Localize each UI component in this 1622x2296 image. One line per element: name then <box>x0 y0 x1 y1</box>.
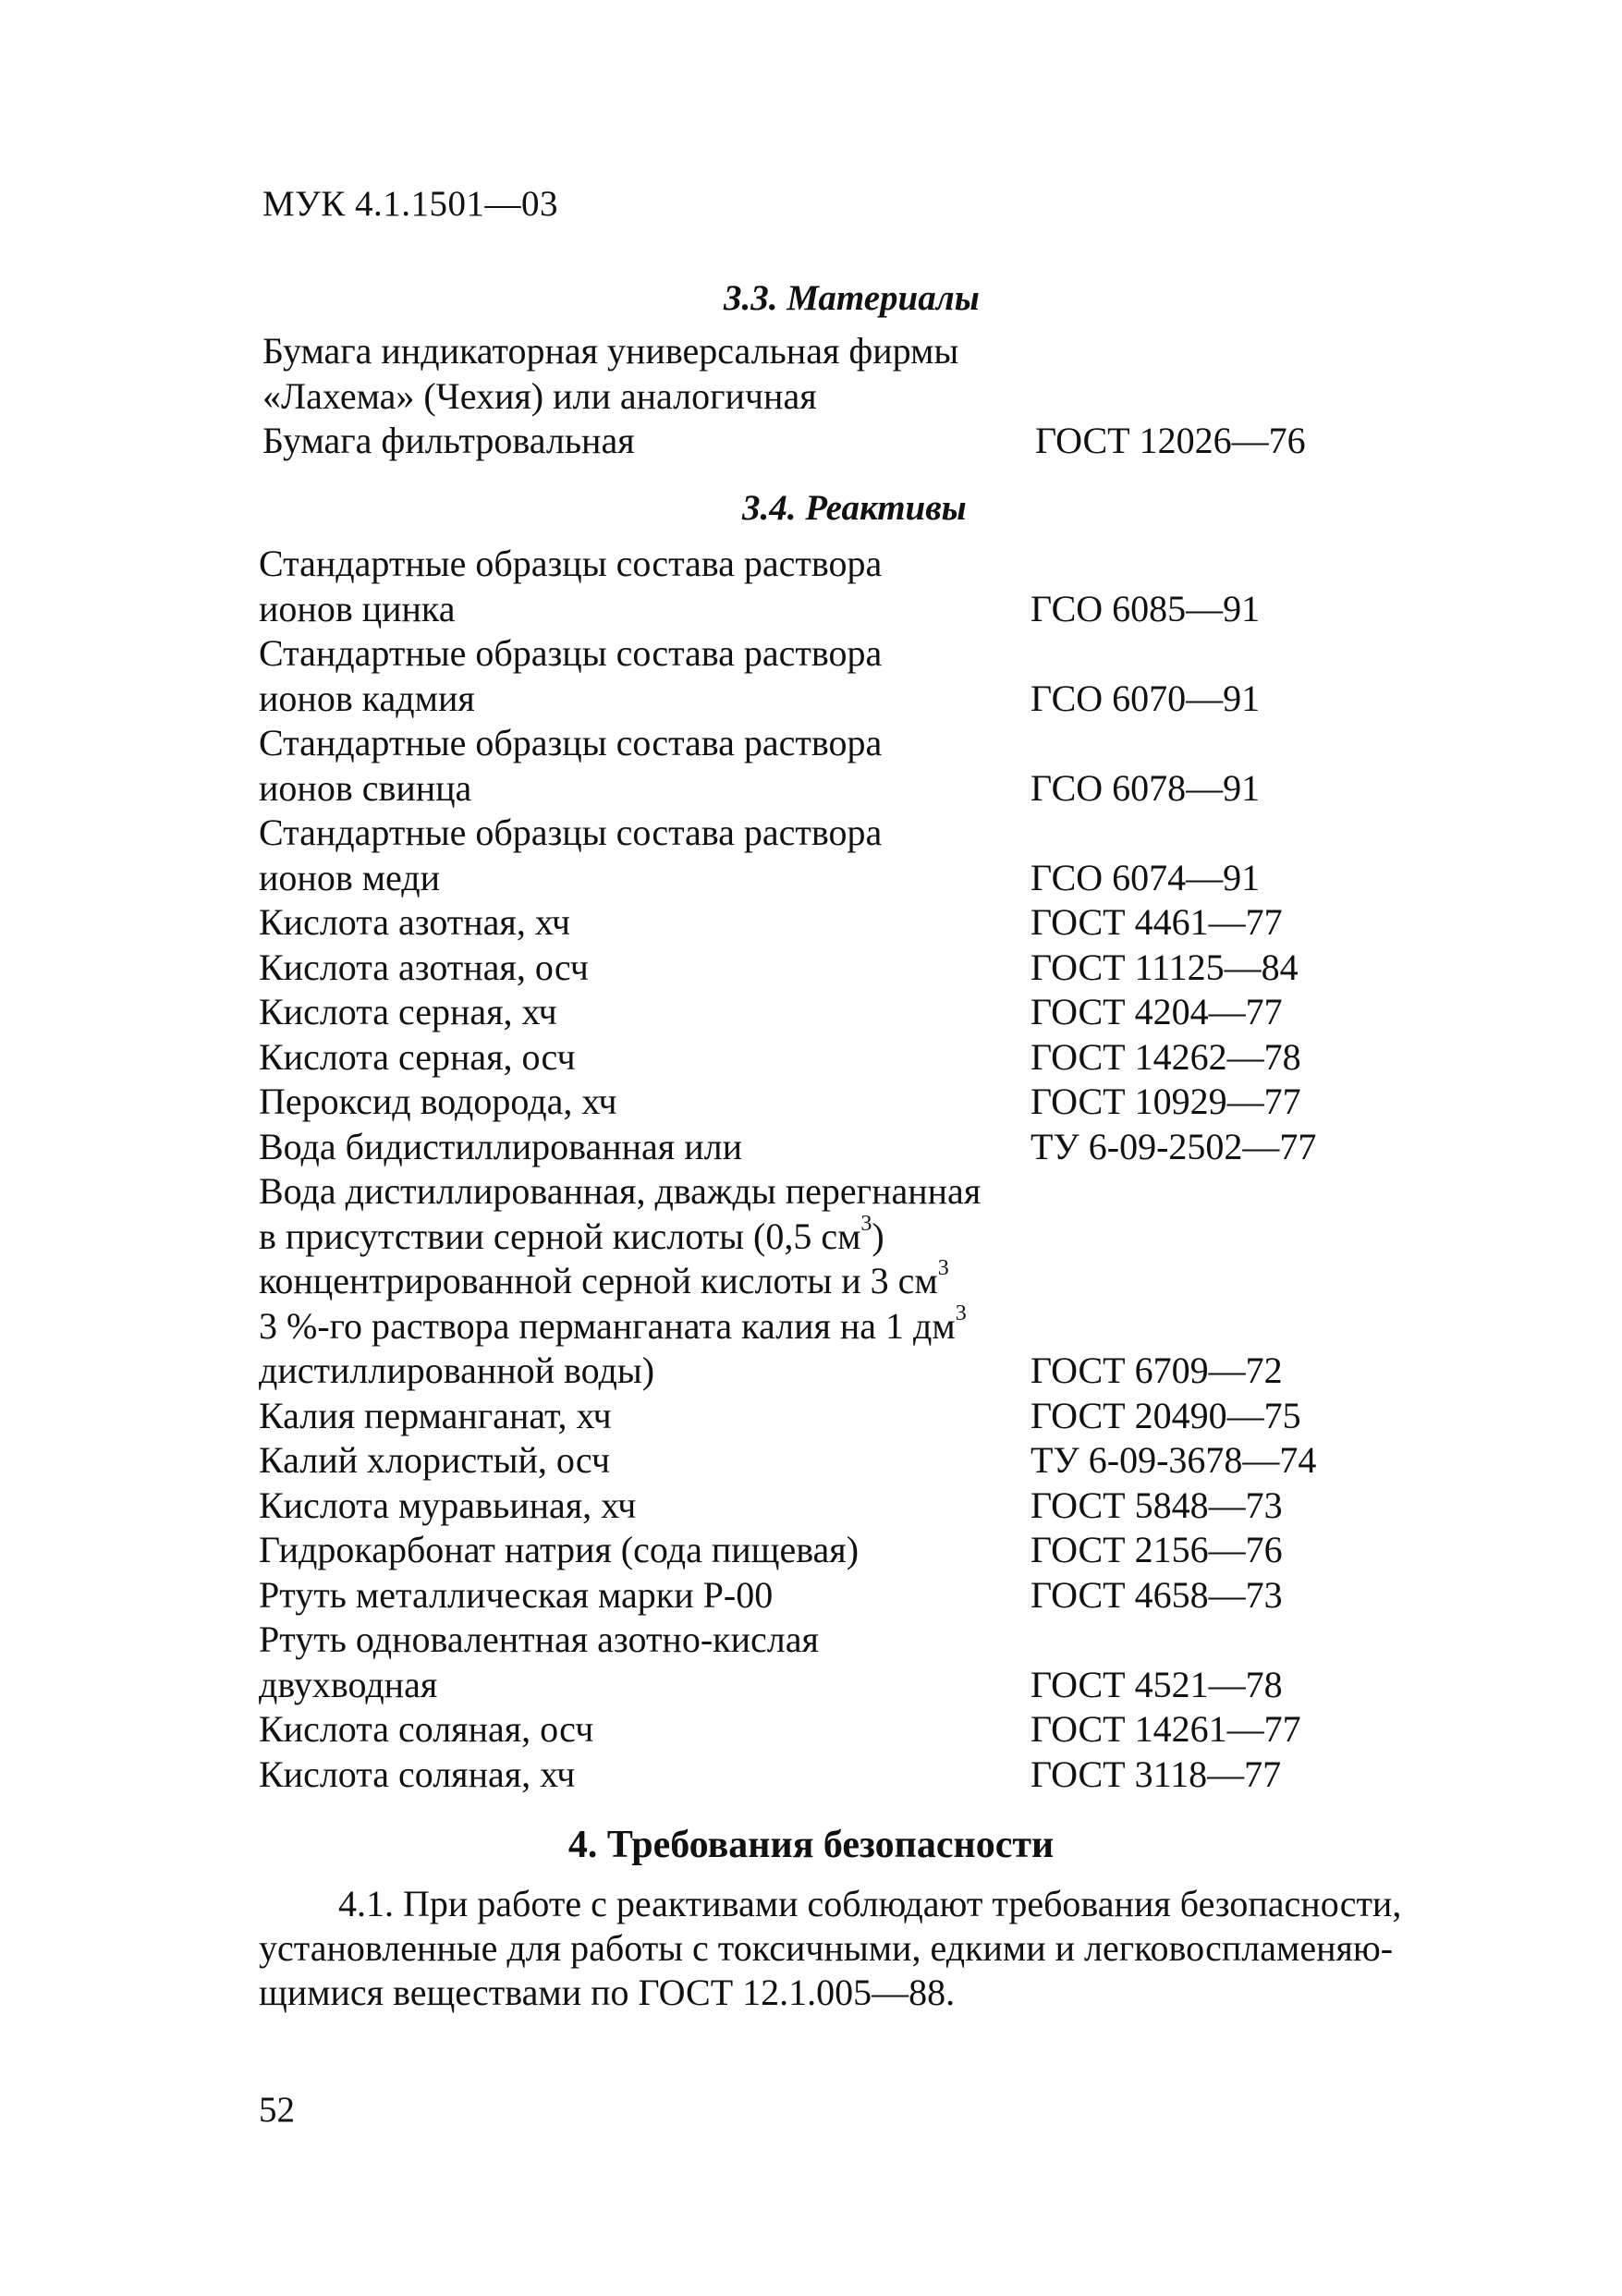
row-standard-code: ГОСТ 5848—73 <box>1031 1484 1283 1526</box>
row-label-text: «Лахема» (Чехия) или аналогичная <box>262 374 817 417</box>
row-label <box>259 1125 742 1167</box>
row-label-text: Вода бидистиллированная или <box>259 1125 742 1167</box>
row-label <box>259 1753 576 1795</box>
row-standard-code: ГОСТ 3118—77 <box>1031 1753 1282 1795</box>
row-standard-code: ГСО 6078—91 <box>1031 766 1261 809</box>
row-standard-code: ГОСТ 10929—77 <box>1031 1081 1301 1122</box>
row-standard-code: ГОСТ 20490—75 <box>1031 1394 1301 1436</box>
reagents-heading: 3.4. Реактивы <box>742 488 967 528</box>
row-label-text: двухводная <box>259 1663 438 1705</box>
row-label <box>259 1484 637 1526</box>
row-label-text: Вода дистиллированная, дважды перегнанная <box>259 1170 982 1212</box>
row-label-text: Стандартные образцы состава раствора <box>259 722 883 763</box>
row-label-text: Калий хлористый, осч <box>259 1439 610 1481</box>
row-label <box>259 1618 819 1660</box>
row-label-text: Кислота серная, хч <box>259 991 557 1032</box>
row-label <box>259 677 475 719</box>
row-label-text: Кислота соляная, осч <box>259 1708 594 1750</box>
row-standard-code: ГОСТ 4521—78 <box>1031 1663 1283 1705</box>
row-label-text: концентрированной серной кислоты и 3 см <box>259 1260 938 1301</box>
row-label-text: ионов цинка <box>259 587 456 629</box>
row-standard-code: ГСО 6074—91 <box>1031 856 1261 898</box>
row-label-text: Бумага фильтровальная <box>262 420 635 461</box>
row-label <box>259 1439 610 1481</box>
row-label-text: Ртуть металлическая марки Р-00 <box>259 1573 774 1616</box>
row-standard-code: ГОСТ 14261—77 <box>1031 1708 1301 1750</box>
row-superscript: 3 <box>860 1211 872 1236</box>
row-label <box>259 991 557 1032</box>
paragraph-line: щимися веществами по ГОСТ 12.1.005—88. <box>259 1972 956 2013</box>
row-label-text: Кислота соляная, хч <box>259 1753 576 1795</box>
row-label-text: Кислота азотная, осч <box>259 946 589 988</box>
row-standard-code: ГОСТ 4461—77 <box>1031 901 1283 943</box>
row-label <box>259 1352 654 1389</box>
row-label-text: Бумага индикаторная универсальная фирмы <box>262 330 959 372</box>
row-label <box>259 1394 612 1436</box>
row-label <box>259 545 882 582</box>
row-standard-code: ГОСТ 4204—77 <box>1031 991 1283 1032</box>
row-standard-code: ГСО 6085—91 <box>1031 587 1261 629</box>
row-label-text: Кислота азотная, хч <box>259 901 570 943</box>
row-label <box>262 330 959 372</box>
row-label <box>259 856 440 898</box>
row-label <box>259 1256 949 1301</box>
row-label <box>262 422 635 459</box>
page-number: 52 <box>259 2090 295 2130</box>
row-label-text: Калия перманганат, хч <box>259 1394 612 1436</box>
row-label-text: Ртуть одновалентная азотно-кислая <box>259 1618 819 1660</box>
safety-paragraph <box>259 1882 1479 2015</box>
row-label <box>262 374 817 417</box>
row-standard-code: ГОСТ 4658—73 <box>1031 1573 1283 1616</box>
row-label <box>259 946 589 988</box>
row-superscript: 3 <box>955 1301 967 1325</box>
row-label <box>259 1708 594 1750</box>
paragraph-line: установленные для работы с токсичными, едкими и легковоспламеняю- <box>259 1927 1394 1969</box>
row-standard-code: ГОСТ 6709—72 <box>1031 1350 1283 1391</box>
row-superscript: 3 <box>937 1256 949 1280</box>
row-label <box>259 1529 860 1570</box>
row-label <box>259 1211 884 1257</box>
row-standard-code: ТУ 6-09-2502—77 <box>1031 1125 1317 1167</box>
row-label-text: Пероксид водорода, хч <box>259 1081 617 1122</box>
row-label-text: Стандартные образцы состава раствора <box>259 812 883 853</box>
row-label-text: ионов кадмия <box>259 677 475 719</box>
row-standard-code: ГОСТ 11125—84 <box>1031 946 1299 988</box>
row-label-text: дистиллированной воды) <box>259 1350 655 1391</box>
row-label <box>259 1301 967 1347</box>
document-code: МУК 4.1.1501—03 <box>262 184 559 224</box>
materials-heading: 3.3. Материалы <box>724 278 980 318</box>
row-label <box>259 901 570 943</box>
row-label <box>259 587 456 629</box>
row-label <box>259 632 883 674</box>
row-standard-code: ТУ 6-09-3678—74 <box>1031 1439 1317 1481</box>
row-label <box>259 814 882 851</box>
row-standard-code: ГОСТ 12026—76 <box>1035 420 1306 461</box>
row-label-text: в присутствии серной кислоты (0,5 см <box>259 1215 861 1257</box>
row-standard-code: ГОСТ 2156—76 <box>1031 1529 1283 1570</box>
row-label-text: ионов меди <box>259 856 440 898</box>
row-label-text: Стандартные образцы состава раствора <box>259 543 883 584</box>
row-label-text: ионов свинца <box>259 766 472 809</box>
row-standard-code: ГОСТ 14262—78 <box>1031 1035 1301 1078</box>
row-label-text: Кислота муравьиная, хч <box>259 1484 637 1526</box>
row-label <box>259 1663 438 1705</box>
row-label <box>259 1035 576 1078</box>
row-label <box>259 1083 616 1120</box>
row-standard-code: ГСО 6070—91 <box>1031 677 1261 719</box>
row-label <box>259 722 883 763</box>
row-label-text: Кислота серная, осч <box>259 1035 576 1078</box>
row-label <box>259 1170 982 1212</box>
row-label-text: Стандартные образцы состава раствора <box>259 632 883 674</box>
row-label-suffix: ) <box>872 1215 884 1257</box>
row-label <box>259 1573 774 1616</box>
row-label <box>259 766 472 809</box>
row-label-text: Гидрокарбонат натрия (сода пищевая) <box>259 1529 860 1570</box>
row-label-text: 3 %-го раствора перманганата калия на 1 дм <box>259 1304 956 1347</box>
safety-heading: 4. Требования безопасности <box>567 1824 1055 1866</box>
paragraph-line: 4.1. При работе с реактивами соблюдают требования безопасности, <box>338 1883 1402 1924</box>
